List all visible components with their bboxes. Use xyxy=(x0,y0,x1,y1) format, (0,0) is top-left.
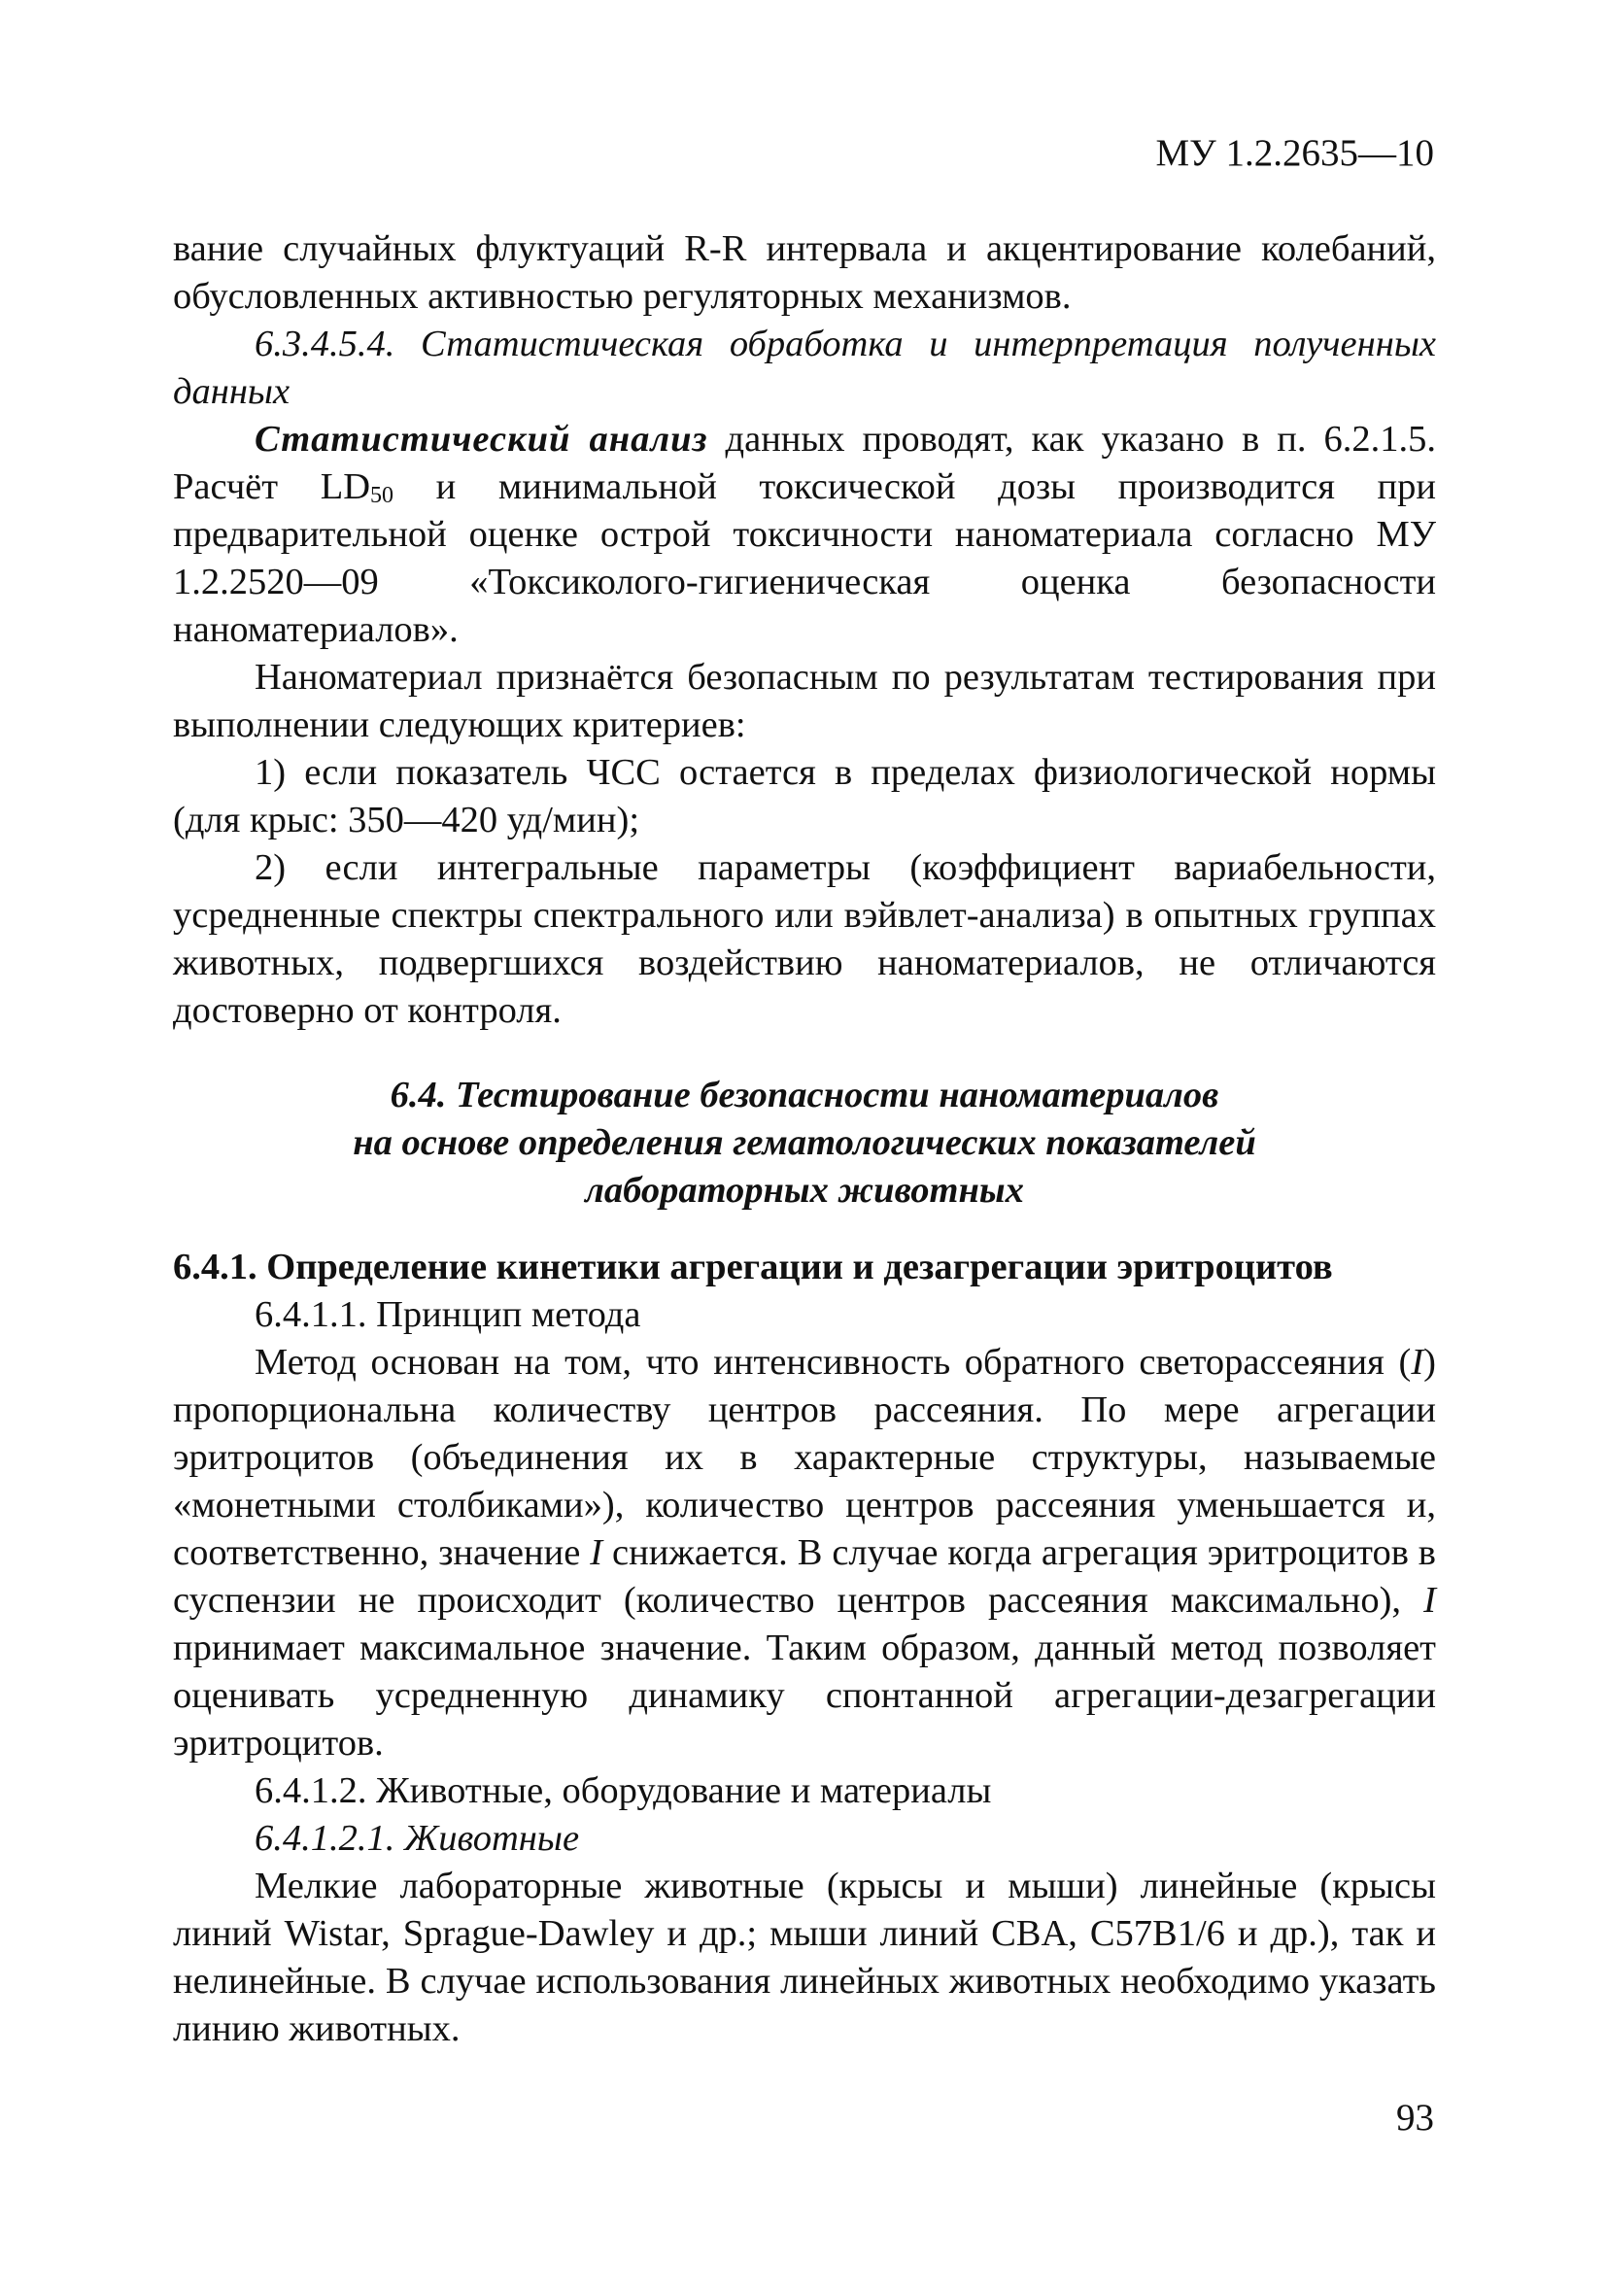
section-heading-6-4 xyxy=(173,1072,1436,1215)
intensity-symbol: I xyxy=(1423,1580,1436,1621)
page-body xyxy=(173,225,1436,2053)
intensity-symbol: I xyxy=(1411,1342,1424,1383)
section-heading-line: на основе определения гематологических показателей xyxy=(353,1122,1256,1163)
paragraph-criteria-intro: Наноматериал признаётся безопасным по результатам тестирования при выполнении следующих критериев: xyxy=(173,657,1436,745)
clause-heading-6-4-1-1: 6.4.1.1. Принцип метода xyxy=(255,1294,641,1335)
intensity-symbol: I xyxy=(590,1532,603,1573)
document-code-header: МУ 1.2.2635—10 xyxy=(1155,132,1434,174)
ld-subscript: 50 xyxy=(370,483,394,508)
paragraph-text: и минимальной токсической дозы производится при предварительной оценке острой токсичности наноматериала согласно МУ 1.2.2520—09 «Токсиколого-гигиеническая оценка безопасности наноматериалов». xyxy=(173,466,1436,650)
criteria-item-2: 2) если интегральные параметры (коэффициент вариабельности, усредненные спектры спектрального или вэйвлет-анализа) в опытных группах животных, подвергшихся воздействию наноматериалов, не отличаются достоверно от контроля. xyxy=(173,847,1436,1031)
clause-heading-6-3-4-5-4: 6.3.4.5.4. Статистическая обработка и интерпретация полученных данных xyxy=(173,324,1436,412)
paragraph-text: ) пропорциональна количеству центров рассеяния. По мере агрегации эритроцитов (объединения их в характерные структуры, называемые «монетными столбиками»), количество центров рассеяния уменьшается и, соответственно, значение xyxy=(173,1342,1436,1573)
paragraph-text: принимает максимальное значение. Таким образом, данный метод позволяет оценивать усредненную динамику спонтанной агрегации-дезагрегации эритроцитов. xyxy=(173,1628,1436,1764)
paragraph-statistical-analysis xyxy=(173,416,1436,654)
emphasized-term: Статистический анализ xyxy=(255,419,708,460)
section-heading-line: лабораторных животных xyxy=(585,1170,1024,1211)
paragraph-animals: Мелкие лабораторные животные (крысы и мыши) линейные (крысы линий Wistar, Sprague-Dawley и др.; мыши линий CBA, C57B1/6 и др.), так и нелинейные. В случае использования линейных животных необходимо указать линию животных. xyxy=(173,1866,1436,2049)
clause-heading-6-4-1-2-1: 6.4.1.2.1. Животные xyxy=(255,1818,580,1859)
page-number: 93 xyxy=(1396,2097,1434,2139)
paragraph-continuation: вание случайных флуктуаций R-R интервала и акцентирование колебаний, обусловленных активностью регуляторных механизмов. xyxy=(173,228,1436,317)
paragraph-text: снижается. В случае когда агрегация эритроцитов в суспензии не происходит (количество центров рассеяния максимально), xyxy=(173,1532,1436,1621)
paragraph-method-principle xyxy=(173,1339,1436,1767)
section-heading-line: 6.4. Тестирование безопасности наноматериалов xyxy=(390,1075,1219,1115)
clause-heading-6-4-1-2: 6.4.1.2. Животные, оборудование и материалы xyxy=(255,1770,992,1811)
paragraph-text: данных проводят, как указано в п. 6.2.1.5. Расчёт LD xyxy=(173,419,1436,507)
criteria-item-1: 1) если показатель ЧСС остается в пределах физиологической нормы (для крыс: 350—420 уд/мин); xyxy=(173,752,1436,840)
paragraph-text: Метод основан на том, что интенсивность обратного светорассеяния ( xyxy=(255,1342,1412,1383)
subsection-heading-6-4-1: 6.4.1. Определение кинетики агрегации и дезагрегации эритроцитов xyxy=(173,1247,1333,1287)
